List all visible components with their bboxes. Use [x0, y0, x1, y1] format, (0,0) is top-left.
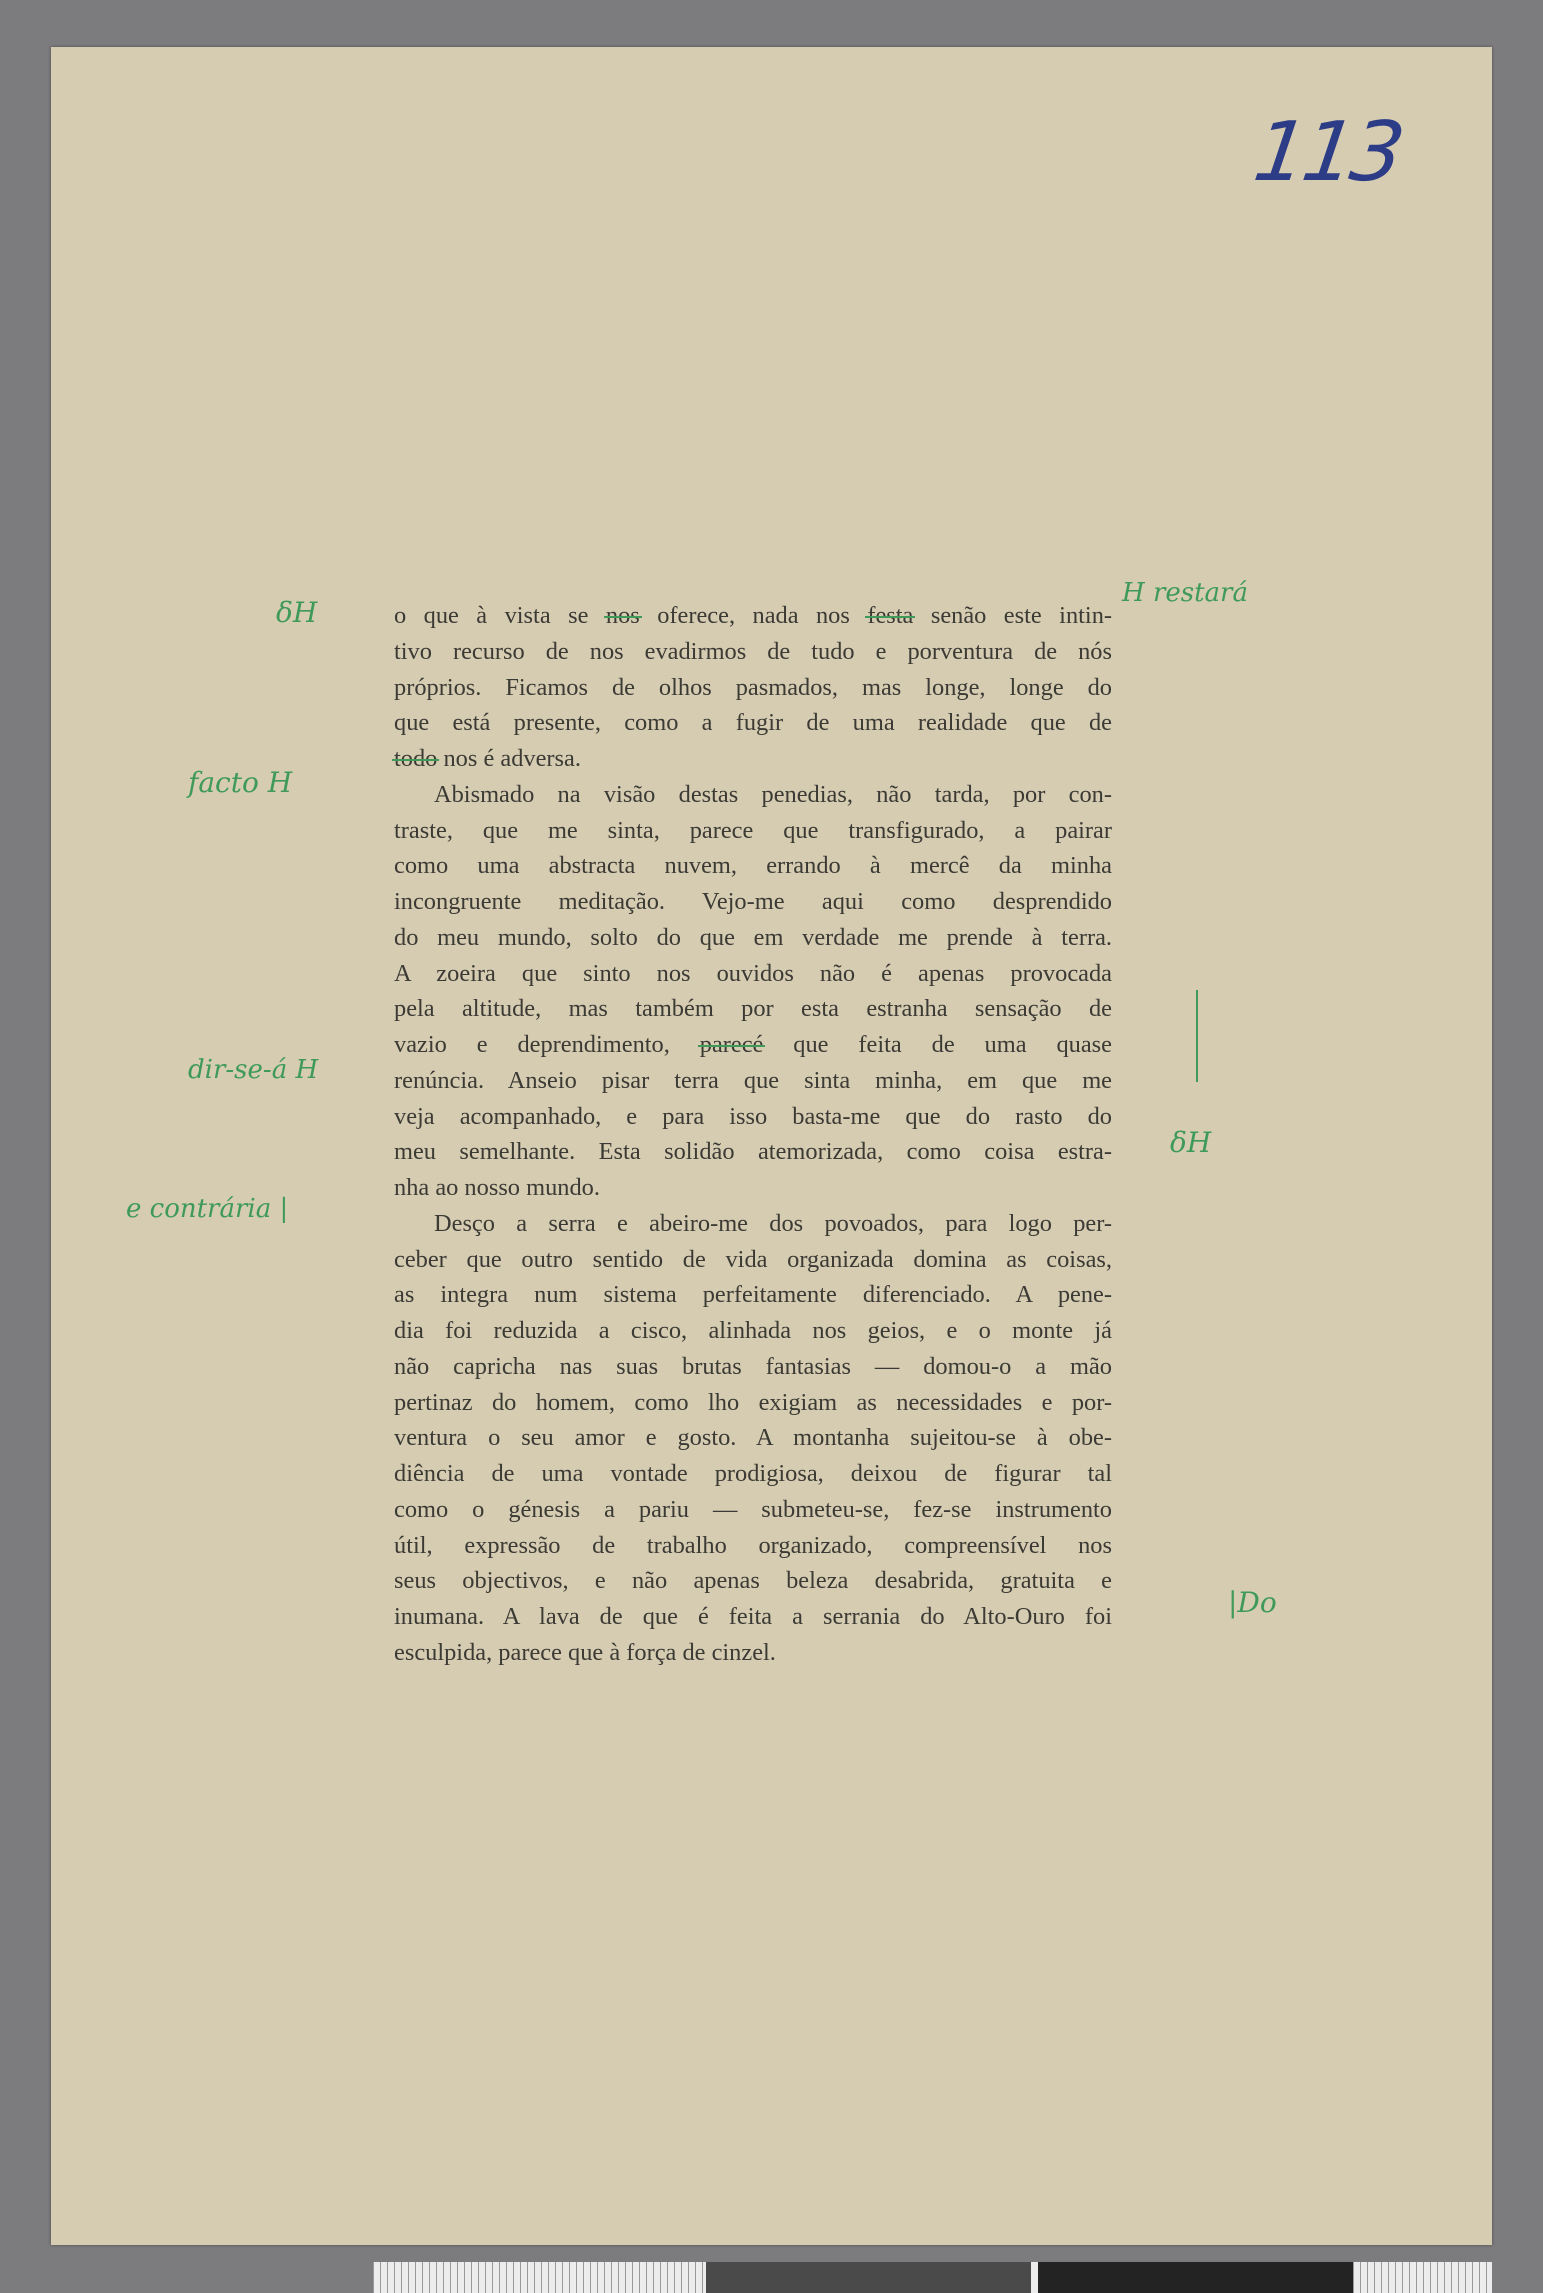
text-segment: oferece, nada nos [639, 602, 868, 629]
text-segment: Desço a serra e abeiro-me dos povoados, para logo per- [434, 1209, 1112, 1237]
text-line [394, 1420, 1112, 1456]
page-number: 113 [1248, 105, 1407, 200]
text-segment: renúncia. Anseio pisar terra que sinta minha, em que me [394, 1066, 1112, 1094]
text-line [394, 920, 1112, 956]
margin-note-do: |Do [1228, 1586, 1277, 1619]
struck-word: parecé [699, 1031, 764, 1058]
text-line [394, 634, 1112, 670]
text-line [394, 1027, 1112, 1063]
text-line [394, 670, 1112, 706]
text-line [394, 1063, 1112, 1099]
text-segment: o que à vista se [394, 602, 606, 629]
text-line [394, 1099, 1112, 1135]
text-segment: esculpida, parece que à força de cinzel. [394, 1638, 776, 1666]
text-line [394, 1206, 1112, 1242]
text-segment: diência de uma vontade prodigiosa, deixou de figurar tal [394, 1460, 1112, 1487]
text-line [394, 848, 1112, 884]
text-line [394, 956, 1112, 992]
text-line [394, 813, 1112, 849]
text-line [394, 1599, 1112, 1635]
scale-ruler-left [373, 2262, 706, 2293]
text-segment: tivo recurso de nos evadirmos de tudo e porventura de nós [394, 637, 1112, 665]
text-segment: as integra num sistema perfeitamente diferenciado. A pene- [394, 1281, 1112, 1309]
struck-word: nos [605, 602, 640, 629]
text-line [394, 1349, 1112, 1385]
margin-note-dir-se-a: dir-se-á H [188, 1055, 319, 1085]
text-line [394, 991, 1112, 1027]
text-segment: meu semelhante. Esta solidão atemorizada, como coisa estra- [394, 1138, 1112, 1166]
text-segment: não capricha nas suas brutas fantasias — domou-o a mão [394, 1352, 1112, 1380]
text-line [394, 1170, 1112, 1206]
text-line [394, 705, 1112, 741]
text-segment: traste, que me sinta, parece que transfigurado, a pairar [394, 816, 1112, 844]
text-segment: ceber que outro sentido de vida organizada domina as coisas, [394, 1245, 1112, 1273]
text-segment: nos é adversa. [437, 745, 581, 772]
text-segment: nha ao nosso mundo. [394, 1174, 600, 1201]
text-segment: pertinaz do homem, como lho exigiam as necessidades e por- [394, 1388, 1112, 1416]
text-segment: que está presente, como a fugir de uma realidade que de [394, 709, 1112, 737]
text-line [394, 884, 1112, 920]
color-patch-white [1031, 2262, 1038, 2293]
text-line [394, 1134, 1112, 1170]
body-text [394, 598, 1112, 1671]
text-line [394, 1385, 1112, 1421]
text-segment: seus objectivos, e não apenas beleza desabrida, gratuita e [394, 1567, 1112, 1595]
text-line [394, 1563, 1112, 1599]
text-segment: ventura o seu amor e gosto. A montanha sujeitou-se à obe- [394, 1424, 1112, 1452]
margin-note-delete-right: δH [1170, 1126, 1212, 1159]
text-line [394, 777, 1112, 813]
text-segment: próprios. Ficamos de olhos pasmados, mas longe, longe do [394, 673, 1112, 701]
margin-note-facto: facto H [188, 766, 293, 799]
text-line [394, 1242, 1112, 1278]
text-segment: A zoeira que sinto nos ouvidos não é apenas provocada [394, 959, 1112, 987]
text-segment: que feita de uma quase [763, 1031, 1112, 1058]
margin-vertical-mark [1196, 990, 1198, 1082]
text-segment: dia foi reduzida a cisco, alinhada nos geios, e o monte já [394, 1317, 1112, 1344]
margin-note-e-contraria: e contrária | [126, 1194, 289, 1224]
text-line [394, 598, 1112, 634]
text-line [394, 1528, 1112, 1564]
margin-note-restara: H restará [1122, 578, 1248, 608]
text-segment: vazio e deprendimento, [394, 1031, 700, 1058]
text-segment: como o génesis a pariu — submeteu-se, fez-se instrumento [394, 1495, 1112, 1523]
scale-ruler-right [1353, 2262, 1492, 2293]
text-segment: inumana. A lava de que é feita a serrania do Alto-Ouro foi [394, 1603, 1112, 1630]
text-segment: como uma abstracta nuvem, errando à mercê da minha [394, 852, 1112, 880]
struck-word: todo [394, 745, 438, 772]
color-patch-gray [706, 2262, 1031, 2293]
struck-word: festa [867, 602, 914, 629]
color-patch-black [1038, 2262, 1353, 2293]
margin-note-delete: δH [276, 596, 318, 629]
text-segment: veja acompanhado, e para isso basta-me que do rasto do [394, 1102, 1112, 1130]
text-line [394, 1492, 1112, 1528]
text-line [394, 1635, 1112, 1671]
text-line [394, 1456, 1112, 1492]
text-line [394, 1313, 1112, 1349]
text-segment: útil, expressão de trabalho organizado, compreensível nos [394, 1531, 1112, 1559]
text-line [394, 1277, 1112, 1313]
text-segment: pela altitude, mas também por esta estranha sensação de [394, 995, 1112, 1023]
text-segment: do meu mundo, solto do que em verdade me prende à terra. [394, 923, 1112, 951]
text-line [394, 741, 1112, 777]
text-segment: Abismado na visão destas penedias, não tarda, por con- [434, 780, 1112, 808]
text-segment: senão este intin- [913, 602, 1113, 629]
text-segment: incongruente meditação. Vejo-me aqui como desprendido [394, 888, 1112, 915]
